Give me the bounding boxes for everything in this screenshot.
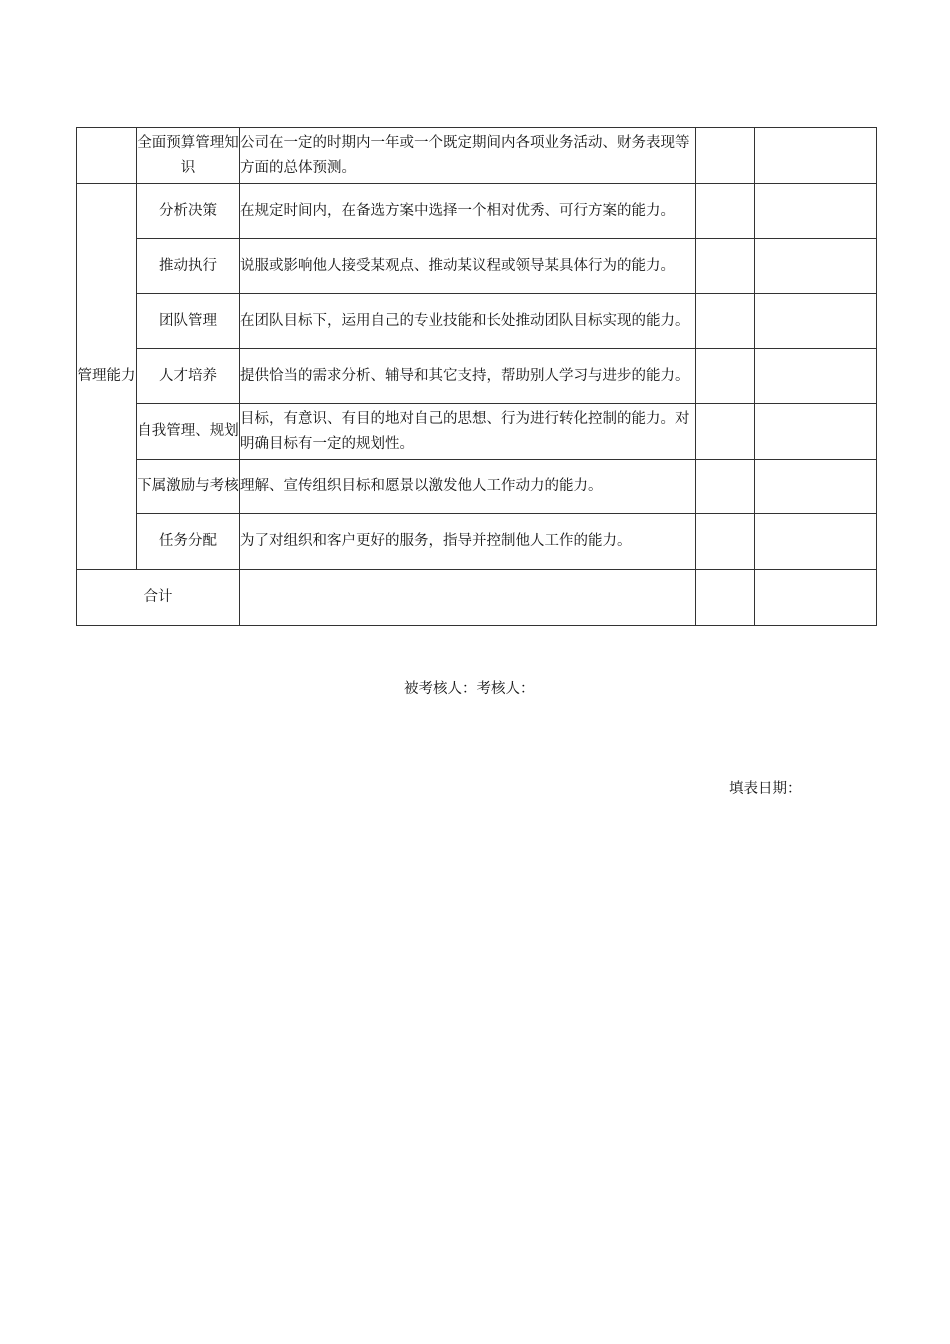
description-cell: 为了对组织和客户更好的服务，指导并控制他人工作的能力。 bbox=[240, 514, 696, 570]
item-cell: 全面预算管理知识 bbox=[137, 128, 240, 184]
item-cell: 任务分配 bbox=[137, 514, 240, 570]
remark-cell bbox=[755, 460, 877, 514]
description-cell: 理解、宣传组织目标和愿景以激发他人工作动力的能力。 bbox=[240, 460, 696, 514]
description-cell: 公司在一定的时期内一年或一个既定期间内各项业务活动、财务表现等方面的总体预测。 bbox=[240, 128, 696, 184]
score-cell bbox=[696, 184, 755, 239]
table-row bbox=[77, 349, 877, 404]
remark-cell bbox=[755, 128, 877, 184]
table-row bbox=[77, 128, 877, 184]
score-cell bbox=[696, 514, 755, 570]
table-row bbox=[77, 404, 877, 460]
description-cell: 说服或影响他人接受某观点、推动某议程或领导某具体行为的能力。 bbox=[240, 239, 696, 294]
score-cell bbox=[696, 294, 755, 349]
remark-cell bbox=[755, 294, 877, 349]
score-cell bbox=[696, 239, 755, 294]
remark-cell bbox=[755, 184, 877, 239]
item-cell: 分析决策 bbox=[137, 184, 240, 239]
table-row bbox=[77, 514, 877, 570]
description-cell: 在规定时间内，在备选方案中选择一个相对优秀、可行方案的能力。 bbox=[240, 184, 696, 239]
category-cell bbox=[77, 128, 137, 184]
total-label: 合计 bbox=[77, 570, 240, 626]
category-cell-management: 管理能力 bbox=[77, 184, 137, 570]
description-cell: 在团队目标下，运用自己的专业技能和长处推动团队目标实现的能力。 bbox=[240, 294, 696, 349]
item-cell: 人才培养 bbox=[137, 349, 240, 404]
table-row bbox=[77, 239, 877, 294]
item-cell: 自我管理、规划 bbox=[137, 404, 240, 460]
description-cell: 目标，有意识、有目的地对自己的思想、行为进行转化控制的能力。对明确目标有一定的规划性。 bbox=[240, 404, 696, 460]
table-row bbox=[77, 460, 877, 514]
score-cell bbox=[696, 349, 755, 404]
table-row bbox=[77, 184, 877, 239]
score-cell bbox=[696, 460, 755, 514]
evaluation-table bbox=[76, 127, 877, 626]
description-cell: 提供恰当的需求分析、辅导和其它支持，帮助别人学习与进步的能力。 bbox=[240, 349, 696, 404]
item-cell: 推动执行 bbox=[137, 239, 240, 294]
signature-line: 被考核人：考核人： bbox=[404, 681, 535, 697]
fill-date-label: 填表日期： bbox=[729, 781, 802, 797]
total-row bbox=[77, 570, 877, 626]
score-cell bbox=[696, 128, 755, 184]
score-cell bbox=[696, 404, 755, 460]
total-description-cell bbox=[240, 570, 696, 626]
remark-cell bbox=[755, 404, 877, 460]
remark-cell bbox=[755, 514, 877, 570]
remark-cell bbox=[755, 239, 877, 294]
total-remark-cell bbox=[755, 570, 877, 626]
remark-cell bbox=[755, 349, 877, 404]
item-cell: 团队管理 bbox=[137, 294, 240, 349]
table-row bbox=[77, 294, 877, 349]
total-score-cell bbox=[696, 570, 755, 626]
item-cell: 下属激励与考核 bbox=[137, 460, 240, 514]
